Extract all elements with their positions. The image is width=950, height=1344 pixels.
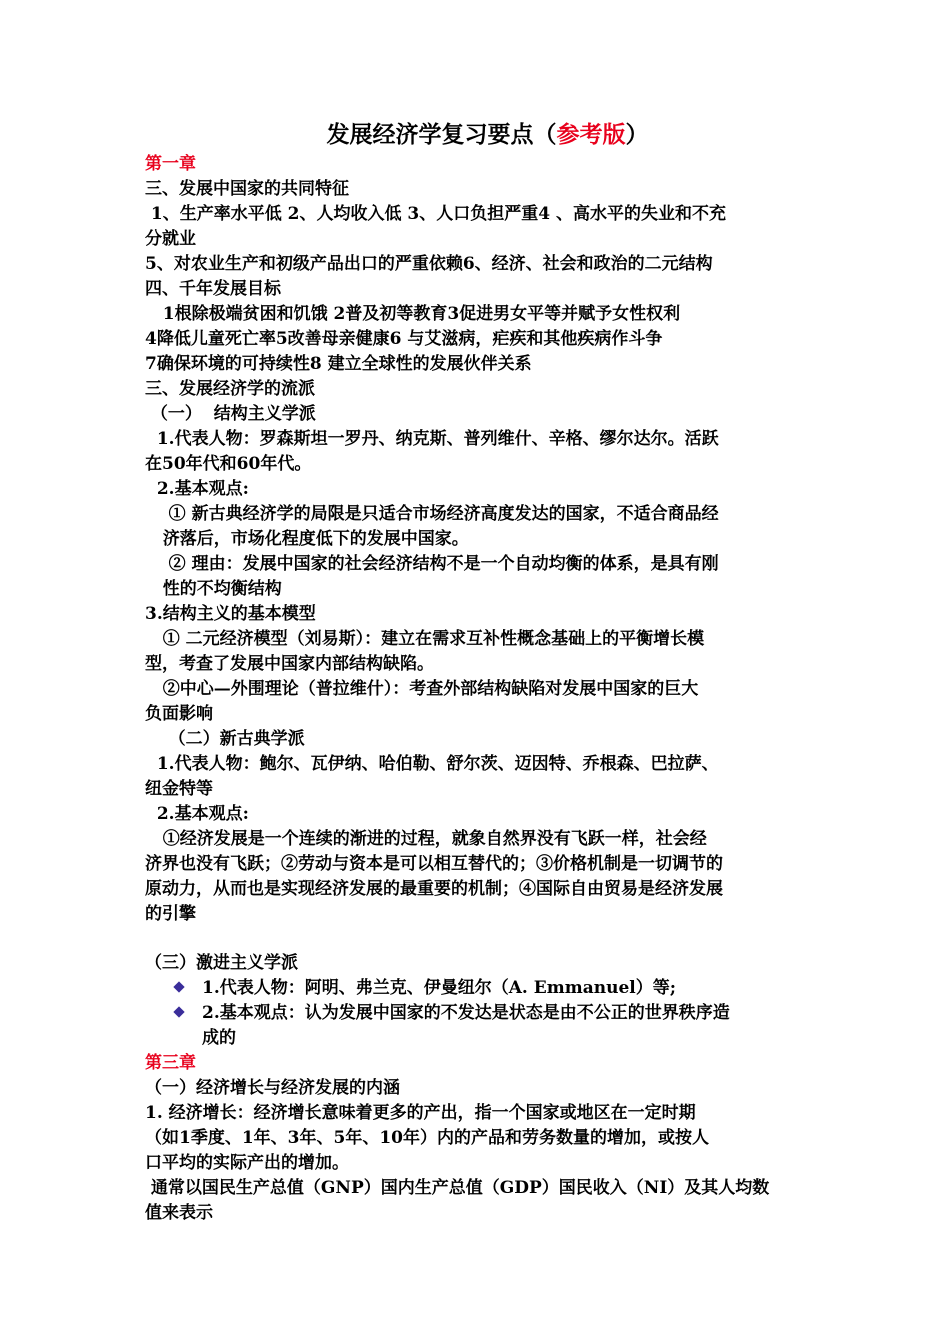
text-line: 口平均的实际产出的增加。 <box>145 1153 349 1173</box>
text-line: 分就业 <box>145 229 196 249</box>
text-line: 成的 <box>202 1028 236 1048</box>
text-line: 济落后，市场化程度低下的发展中国家。 <box>145 529 469 549</box>
diamond-bullet-icon <box>173 981 184 992</box>
section-heading: 三、发展经济学的流派 <box>145 379 315 399</box>
text-line: ② 理由：发展中国家的社会经济结构不是一个自动均衡的体系，是具有刚 <box>145 554 719 574</box>
text-line: 4降低儿童死亡率5改善母亲健康6 与艾滋病，疟疾和其他疾病作斗争 <box>145 329 663 349</box>
text-line: 型，考查了发展中国家内部结构缺陷。 <box>145 654 434 674</box>
title-accent: 参考版 <box>556 121 626 148</box>
text-line: 的引擎 <box>145 904 196 924</box>
text-line: 纽金特等 <box>145 779 213 799</box>
text-line: 7确保环境的可持续性8 建立全球性的发展伙伴关系 <box>145 354 532 374</box>
text-line: ②中心—外围理论（普拉维什）：考查外部结构缺陷对发展中国家的巨大 <box>145 679 699 699</box>
text-line: 1.代表人物：鲍尔、瓦伊纳、哈伯勒、舒尔茨、迈因特、乔根森、巴拉萨、 <box>145 754 719 774</box>
subsection-heading: （一） 结构主义学派 <box>145 404 316 424</box>
text-line: 2.基本观点: <box>145 479 249 499</box>
blank-line <box>145 927 810 951</box>
section-heading: 三、发展中国家的共同特征 <box>145 179 349 199</box>
text-line: ①经济发展是一个连续的渐进的过程，就象自然界没有飞跃一样，社会经 <box>145 829 707 849</box>
text-line: 2.基本观点: <box>145 804 249 824</box>
bullet-item: 1.代表人物：阿明、弗兰克、伊曼纽尔（A. Emmanuel）等; <box>145 976 810 1001</box>
chapter-3-heading: 第三章 <box>145 1053 196 1073</box>
text-line: 1根除极端贫困和饥饿 2普及初等教育3促进男女平等并赋予女性权利 <box>145 304 681 324</box>
text-line: 在50年代和60年代。 <box>145 454 312 474</box>
subsection-heading: （二）新古典学派 <box>145 729 305 749</box>
text-line: 济界也没有飞跃；②劳动与资本是可以相互替代的；③价格机制是一切调节的 <box>145 854 723 874</box>
subsection-heading: （三）激进主义学派 <box>145 953 298 973</box>
section-heading: （一）经济增长与经济发展的内涵 <box>145 1078 400 1098</box>
text-line: 值来表示 <box>145 1203 213 1223</box>
text-line: 5、对农业生产和初级产品出口的严重依赖6、经济、社会和政治的二元结构 <box>145 254 713 274</box>
document-title: 发展经济学复习要点（参考版） <box>326 121 649 148</box>
text-line: 性的不均衡结构 <box>145 579 282 599</box>
text-line: 原动力，从而也是实现经济发展的最重要的机制；④国际自由贸易是经济发展 <box>145 879 723 899</box>
text-line: 负面影响 <box>145 704 213 724</box>
text-line: 1、生产率水平低 2、人均收入低 3、人口负担严重4 、高水平的失业和不充 <box>145 204 726 224</box>
text-line: 1.代表人物：罗森斯坦一罗丹、纳克斯、普列维什、辛格、缪尔达尔。活跃 <box>145 429 719 449</box>
document-page <box>145 118 810 1226</box>
text-line: ① 二元经济模型（刘易斯）：建立在需求互补性概念基础上的平衡增长模 <box>145 629 705 649</box>
text-line: 通常以国民生产总值（GNP）国内生产总值（GDP）国民收入（NI）及其人均数 <box>145 1178 770 1198</box>
text-line: 3.结构主义的基本模型 <box>145 604 316 624</box>
text-line: （如1季度、1年、3年、5年、10年）内的产品和劳务数量的增加，或按人 <box>145 1128 709 1148</box>
section-heading: 四、千年发展目标 <box>145 279 281 299</box>
text-line: ① 新古典经济学的局限是只适合市场经济高度发达的国家，不适合商品经 <box>145 504 719 524</box>
diamond-bullet-icon <box>173 1006 184 1017</box>
bullet-item: 2.基本观点：认为发展中国家的不发达是状态是由不公正的世界秩序造 <box>145 1001 810 1026</box>
chapter-1-heading: 第一章 <box>145 154 196 174</box>
text-line: 1. 经济增长：经济增长意味着更多的产出，指一个国家或地区在一定时期 <box>145 1103 696 1123</box>
